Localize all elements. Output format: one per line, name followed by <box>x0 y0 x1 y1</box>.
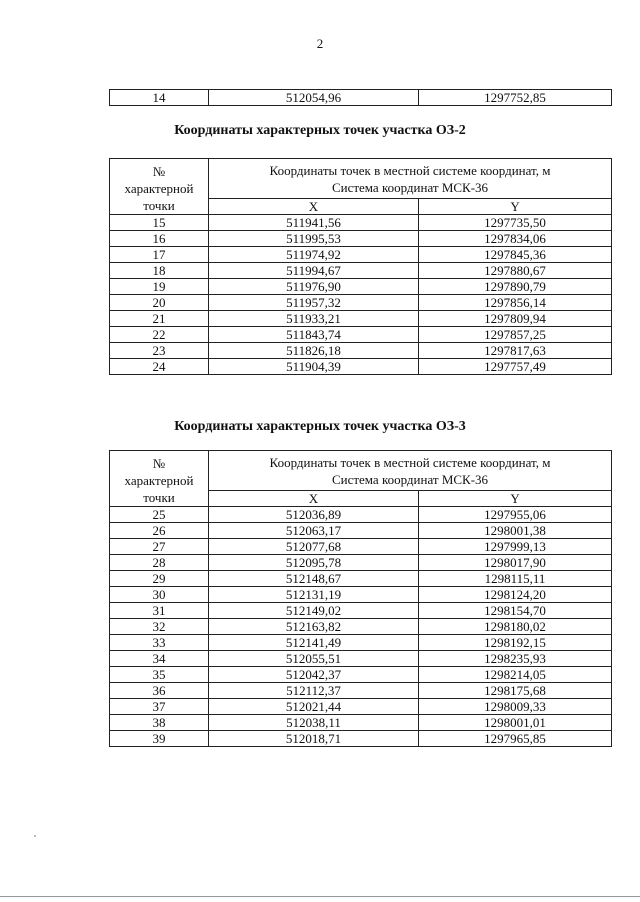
point-number: 27 <box>110 539 209 555</box>
y-coordinate: 1297757,49 <box>419 359 612 375</box>
y-coordinate: 1297817,63 <box>419 343 612 359</box>
y-coordinate: 1297955,06 <box>419 507 612 523</box>
x-coordinate: 512131,19 <box>209 587 419 603</box>
top-table <box>109 89 612 106</box>
table-row <box>110 635 612 651</box>
table-row <box>110 683 612 699</box>
point-number: 32 <box>110 619 209 635</box>
table-row <box>110 651 612 667</box>
y-coordinate: 1297834,06 <box>419 231 612 247</box>
x-coordinate: 512149,02 <box>209 603 419 619</box>
y-coordinate: 1297856,14 <box>419 295 612 311</box>
table-row <box>110 263 612 279</box>
point-number: 17 <box>110 247 209 263</box>
header-point-number: № характерной точки <box>110 451 209 507</box>
point-number: 28 <box>110 555 209 571</box>
x-coordinate: 511826,18 <box>209 343 419 359</box>
y-coordinate: 1298175,68 <box>419 683 612 699</box>
y-coordinate: 1298154,70 <box>419 603 612 619</box>
y-coordinate: 1298001,38 <box>419 523 612 539</box>
point-number: 22 <box>110 327 209 343</box>
table-row <box>110 343 612 359</box>
y-coordinate: 1297845,36 <box>419 247 612 263</box>
section-title-oz3: Координаты характерных точек участка ОЗ-3 <box>174 419 466 434</box>
point-number: 31 <box>110 603 209 619</box>
x-coordinate: 511941,56 <box>209 215 419 231</box>
x-coordinate: 512036,89 <box>209 507 419 523</box>
x-coordinate: 511933,21 <box>209 311 419 327</box>
y-coordinate: 1297999,13 <box>419 539 612 555</box>
y-coordinate: 1298214,05 <box>419 667 612 683</box>
y-coordinate: 1298001,01 <box>419 715 612 731</box>
point-number: 14 <box>110 90 209 106</box>
point-number: 34 <box>110 651 209 667</box>
x-coordinate: 512042,37 <box>209 667 419 683</box>
x-coordinate: 512055,51 <box>209 651 419 667</box>
x-coordinate: 511904,39 <box>209 359 419 375</box>
x-coordinate: 512095,78 <box>209 555 419 571</box>
table-row <box>110 587 612 603</box>
header-point-number: № характерной точки <box>110 159 209 215</box>
y-coordinate: 1298009,33 <box>419 699 612 715</box>
point-number: 37 <box>110 699 209 715</box>
x-coordinate: 512063,17 <box>209 523 419 539</box>
y-coordinate: 1298235,93 <box>419 651 612 667</box>
table-row <box>110 571 612 587</box>
x-coordinate: 512021,44 <box>209 699 419 715</box>
table-row <box>110 699 612 715</box>
table-row <box>110 667 612 683</box>
x-coordinate: 512163,82 <box>209 619 419 635</box>
y-coordinate: 1297880,67 <box>419 263 612 279</box>
table-row <box>110 311 612 327</box>
y-coordinate: 1298192,15 <box>419 635 612 651</box>
header-x: X <box>209 491 419 507</box>
point-number: 29 <box>110 571 209 587</box>
header-y: Y <box>419 491 612 507</box>
table-row <box>110 715 612 731</box>
table-row <box>110 603 612 619</box>
table-row <box>110 247 612 263</box>
page-number: 2 <box>316 36 324 51</box>
point-number: 19 <box>110 279 209 295</box>
table-row <box>110 231 612 247</box>
table-row <box>110 507 612 523</box>
point-number: 24 <box>110 359 209 375</box>
table-row <box>110 539 612 555</box>
x-coordinate: 512141,49 <box>209 635 419 651</box>
y-coordinate: 1297809,94 <box>419 311 612 327</box>
coordinates-table-oz2 <box>109 158 612 375</box>
header-x: X <box>209 199 419 215</box>
point-number: 33 <box>110 635 209 651</box>
coordinates-table-oz3 <box>109 450 612 747</box>
table-row <box>110 731 612 747</box>
table-row <box>110 523 612 539</box>
section-title-oz2: Координаты характерных точек участка ОЗ-2 <box>174 123 466 138</box>
x-coordinate: 512054,96 <box>209 90 419 106</box>
y-coordinate: 1298180,02 <box>419 619 612 635</box>
y-coordinate: 1298017,90 <box>419 555 612 571</box>
x-coordinate: 511976,90 <box>209 279 419 295</box>
point-number: 21 <box>110 311 209 327</box>
x-coordinate: 511974,92 <box>209 247 419 263</box>
y-coordinate: 1297857,25 <box>419 327 612 343</box>
x-coordinate: 512018,71 <box>209 731 419 747</box>
scan-mark <box>34 835 36 837</box>
point-number: 15 <box>110 215 209 231</box>
x-coordinate: 511995,53 <box>209 231 419 247</box>
y-coordinate: 1297890,79 <box>419 279 612 295</box>
point-number: 39 <box>110 731 209 747</box>
x-coordinate: 512148,67 <box>209 571 419 587</box>
y-coordinate: 1298115,11 <box>419 571 612 587</box>
table-row <box>110 295 612 311</box>
x-coordinate: 512038,11 <box>209 715 419 731</box>
page-bottom-edge <box>0 896 640 897</box>
point-number: 30 <box>110 587 209 603</box>
point-number: 18 <box>110 263 209 279</box>
y-coordinate: 1297752,85 <box>419 90 612 106</box>
x-coordinate: 512077,68 <box>209 539 419 555</box>
y-coordinate: 1297965,85 <box>419 731 612 747</box>
table-row <box>110 327 612 343</box>
x-coordinate: 511994,67 <box>209 263 419 279</box>
table-row <box>110 619 612 635</box>
point-number: 20 <box>110 295 209 311</box>
point-number: 36 <box>110 683 209 699</box>
y-coordinate: 1298124,20 <box>419 587 612 603</box>
point-number: 35 <box>110 667 209 683</box>
table-row <box>110 555 612 571</box>
header-coordinates: Координаты точек в местной системе координат, м Система координат МСК-36 <box>209 159 612 199</box>
header-y: Y <box>419 199 612 215</box>
point-number: 38 <box>110 715 209 731</box>
x-coordinate: 512112,37 <box>209 683 419 699</box>
x-coordinate: 511843,74 <box>209 327 419 343</box>
y-coordinate: 1297735,50 <box>419 215 612 231</box>
point-number: 25 <box>110 507 209 523</box>
table-row <box>110 359 612 375</box>
header-coordinates: Координаты точек в местной системе координат, м Система координат МСК-36 <box>209 451 612 491</box>
point-number: 16 <box>110 231 209 247</box>
table-row <box>110 279 612 295</box>
table-row <box>110 90 612 106</box>
table-row <box>110 215 612 231</box>
point-number: 23 <box>110 343 209 359</box>
point-number: 26 <box>110 523 209 539</box>
x-coordinate: 511957,32 <box>209 295 419 311</box>
